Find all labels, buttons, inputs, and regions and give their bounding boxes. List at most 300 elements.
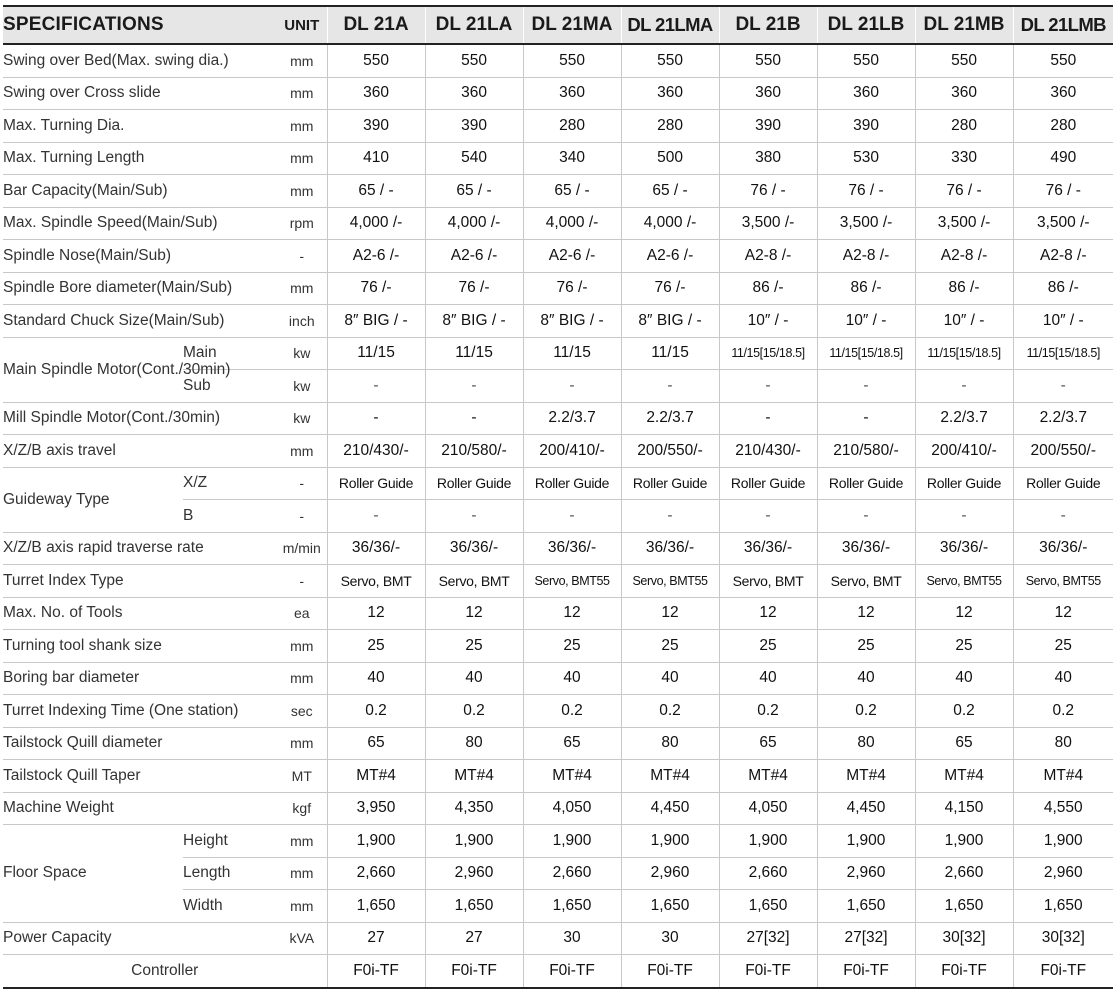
spec-unit: mm [277,175,327,208]
value-cell: MT#4 [719,760,817,793]
value-cell: - [621,370,719,403]
value-cell: 86 /- [915,272,1013,305]
model-header: DL 21LA [425,6,523,44]
value-cell: 12 [915,597,1013,630]
spec-name: Turret Index Type [3,565,277,598]
value-cell: 76 / - [817,175,915,208]
value-cell: 25 [719,630,817,663]
value-cell: MT#4 [915,760,1013,793]
spec-unit: rpm [277,207,327,240]
value-cell: 550 [719,44,817,77]
unit-header: UNIT [277,6,327,44]
value-cell: 86 /- [719,272,817,305]
value-cell: 2,660 [327,857,425,890]
value-cell: 0.2 [719,695,817,728]
value-cell: 27 [327,922,425,955]
value-cell: 1,900 [523,825,621,858]
spec-unit: - [277,240,327,273]
value-cell: 8″ BIG / - [523,305,621,338]
value-cell: 4,000 /- [327,207,425,240]
value-cell: 10″ / - [1013,305,1113,338]
spec-sub-name: Sub [183,370,277,403]
value-cell: - [915,370,1013,403]
value-cell: 200/410/- [915,435,1013,468]
value-cell: 25 [523,630,621,663]
value-cell: 390 [817,110,915,143]
value-cell: 0.2 [817,695,915,728]
value-cell: 8″ BIG / - [327,305,425,338]
spec-name: Tailstock Quill diameter [3,727,277,760]
spec-name: Tailstock Quill Taper [3,760,277,793]
spec-header: SPECIFICATIONS [3,6,277,44]
value-cell: 490 [1013,142,1113,175]
spec-unit: mm [277,727,327,760]
value-cell: 3,500 /- [719,207,817,240]
value-cell: 30[32] [1013,922,1113,955]
model-header: DL 21B [719,6,817,44]
spec-sub-name: X/Z [183,467,277,500]
spec-name: Power Capacity [3,922,277,955]
value-cell: - [327,500,425,533]
value-cell: 0.2 [915,695,1013,728]
spec-unit: m/min [277,532,327,565]
spec-name: X/Z/B axis rapid traverse rate [3,532,277,565]
value-cell: Servo, BMT [817,565,915,598]
spec-sub-name: Length [183,857,277,890]
value-cell: Servo, BMT55 [1013,565,1113,598]
table-row [3,110,1113,143]
spec-group-name: Floor Space [3,825,183,923]
spec-name: Max. Turning Dia. [3,110,277,143]
value-cell: Roller Guide [621,467,719,500]
table-row [3,597,1113,630]
spec-name: Max. Spindle Speed(Main/Sub) [3,207,277,240]
spec-unit: mm [277,110,327,143]
table-row [3,760,1113,793]
value-cell: 25 [1013,630,1113,663]
spec-name: Turret Indexing Time (One station) [3,695,277,728]
value-cell: 65 [327,727,425,760]
value-cell: - [425,500,523,533]
value-cell: 36/36/- [719,532,817,565]
value-cell: 27 [425,922,523,955]
value-cell: 550 [817,44,915,77]
table-row [3,695,1113,728]
spec-name: Max. Turning Length [3,142,277,175]
value-cell: 76 / - [915,175,1013,208]
value-cell: 40 [425,662,523,695]
value-cell: 550 [1013,44,1113,77]
value-cell: 25 [621,630,719,663]
value-cell: 36/36/- [523,532,621,565]
value-cell: 4,000 /- [523,207,621,240]
value-cell: 550 [915,44,1013,77]
value-cell: 76 /- [523,272,621,305]
table-row [3,240,1113,273]
table-row [3,955,1113,988]
spec-table [3,5,1113,989]
value-cell: - [621,500,719,533]
value-cell: Servo, BMT55 [523,565,621,598]
value-cell: 65 [915,727,1013,760]
table-row [3,825,1113,858]
value-cell: 330 [915,142,1013,175]
value-cell: 11/15 [523,337,621,370]
value-cell: 2,960 [425,857,523,890]
value-cell: 30 [621,922,719,955]
table-row [3,922,1113,955]
value-cell: 25 [817,630,915,663]
value-cell: 3,950 [327,792,425,825]
spec-unit: kw [277,402,327,435]
value-cell: MT#4 [425,760,523,793]
value-cell: 40 [915,662,1013,695]
value-cell: 4,450 [621,792,719,825]
value-cell: 80 [1013,727,1113,760]
value-cell: 4,150 [915,792,1013,825]
table-row [3,792,1113,825]
value-cell: A2-8 /- [1013,240,1113,273]
spec-unit: mm [277,825,327,858]
value-cell: 360 [719,77,817,110]
value-cell: 1,900 [915,825,1013,858]
table-row [3,402,1113,435]
value-cell: 76 /- [327,272,425,305]
value-cell: 80 [621,727,719,760]
value-cell: 30[32] [915,922,1013,955]
value-cell: 25 [425,630,523,663]
value-cell: 36/36/- [425,532,523,565]
spec-unit: mm [277,77,327,110]
value-cell: 65 [523,727,621,760]
table-row [3,305,1113,338]
spec-unit: - [277,467,327,500]
value-cell: 76 /- [621,272,719,305]
value-cell: 390 [327,110,425,143]
value-cell: - [915,500,1013,533]
value-cell: 25 [327,630,425,663]
value-cell: F0i-TF [621,955,719,988]
value-cell: 11/15 [327,337,425,370]
value-cell: 0.2 [523,695,621,728]
value-cell: 2,660 [915,857,1013,890]
spec-name: Mill Spindle Motor(Cont./30min) [3,402,277,435]
spec-unit: kw [277,370,327,403]
value-cell: 390 [425,110,523,143]
table-row [3,630,1113,663]
value-cell: 40 [523,662,621,695]
value-cell: 12 [621,597,719,630]
spec-unit: - [277,500,327,533]
spec-sub-name: B [183,500,277,533]
table-row [3,467,1113,500]
value-cell: F0i-TF [817,955,915,988]
value-cell: 550 [327,44,425,77]
value-cell: 2.2/3.7 [523,402,621,435]
value-cell: MT#4 [817,760,915,793]
value-cell: - [719,370,817,403]
value-cell: 1,650 [425,890,523,923]
value-cell: A2-6 /- [425,240,523,273]
value-cell: 280 [621,110,719,143]
value-cell: 1,650 [817,890,915,923]
value-cell: 12 [523,597,621,630]
value-cell: 210/580/- [425,435,523,468]
spec-name: Turning tool shank size [3,630,277,663]
value-cell: 4,000 /- [621,207,719,240]
value-cell: 36/36/- [817,532,915,565]
spec-name: Machine Weight [3,792,277,825]
value-cell: 530 [817,142,915,175]
table-row [3,565,1113,598]
value-cell: A2-8 /- [817,240,915,273]
spec-group-name: Main Spindle Motor(Cont./30min) [3,337,183,402]
spec-name: Spindle Bore diameter(Main/Sub) [3,272,277,305]
value-cell: 27[32] [817,922,915,955]
value-cell: 2,960 [621,857,719,890]
spec-name: Swing over Bed(Max. swing dia.) [3,44,277,77]
value-cell: - [425,402,523,435]
value-cell: 3,500 /- [1013,207,1113,240]
value-cell: 2,960 [1013,857,1113,890]
model-header: DL 21LB [817,6,915,44]
value-cell: - [817,370,915,403]
value-cell: - [523,370,621,403]
value-cell: 280 [523,110,621,143]
value-cell: F0i-TF [327,955,425,988]
value-cell: 4,350 [425,792,523,825]
value-cell: 11/15 [425,337,523,370]
value-cell: 200/550/- [1013,435,1113,468]
value-cell: 27[32] [719,922,817,955]
table-row [3,532,1113,565]
value-cell: 8″ BIG / - [425,305,523,338]
value-cell: Roller Guide [719,467,817,500]
value-cell: 8″ BIG / - [621,305,719,338]
value-cell: 380 [719,142,817,175]
table-row [3,77,1113,110]
value-cell: - [719,500,817,533]
spec-unit: inch [277,305,327,338]
value-cell: Servo, BMT [719,565,817,598]
value-cell: 550 [425,44,523,77]
value-cell: 3,500 /- [915,207,1013,240]
spec-name: X/Z/B axis travel [3,435,277,468]
value-cell: 65 / - [327,175,425,208]
value-cell: 410 [327,142,425,175]
value-cell: 76 /- [425,272,523,305]
value-cell: 40 [817,662,915,695]
value-cell: - [327,370,425,403]
value-cell: 2,660 [523,857,621,890]
model-header: DL 21LMB [1013,6,1113,44]
value-cell: 210/430/- [327,435,425,468]
model-header: DL 21MA [523,6,621,44]
spec-unit: - [277,565,327,598]
value-cell: 4,050 [523,792,621,825]
value-cell: 12 [425,597,523,630]
value-cell: 540 [425,142,523,175]
spec-name: Bar Capacity(Main/Sub) [3,175,277,208]
spec-name: Standard Chuck Size(Main/Sub) [3,305,277,338]
value-cell: 40 [327,662,425,695]
value-cell: 0.2 [621,695,719,728]
value-cell: 12 [327,597,425,630]
value-cell: 4,050 [719,792,817,825]
value-cell: 1,650 [327,890,425,923]
value-cell: - [817,500,915,533]
value-cell: F0i-TF [1013,955,1113,988]
model-header: DL 21LMA [621,6,719,44]
spec-name: Spindle Nose(Main/Sub) [3,240,277,273]
spec-unit: mm [277,890,327,923]
model-header: DL 21MB [915,6,1013,44]
value-cell: A2-6 /- [523,240,621,273]
value-cell: - [1013,500,1113,533]
value-cell: 86 /- [1013,272,1113,305]
spec-unit: mm [277,272,327,305]
value-cell: Roller Guide [425,467,523,500]
value-cell: 4,550 [1013,792,1113,825]
value-cell: 36/36/- [621,532,719,565]
spec-name: Max. No. of Tools [3,597,277,630]
value-cell: 0.2 [425,695,523,728]
value-cell: 11/15[15/18.5] [719,337,817,370]
value-cell: F0i-TF [915,955,1013,988]
value-cell: Roller Guide [523,467,621,500]
value-cell: 11/15[15/18.5] [817,337,915,370]
value-cell: Servo, BMT55 [915,565,1013,598]
spec-unit: ea [277,597,327,630]
value-cell: 1,900 [719,825,817,858]
value-cell: 2,660 [719,857,817,890]
table-row [3,727,1113,760]
value-cell: 2,960 [817,857,915,890]
value-cell: 76 / - [1013,175,1113,208]
value-cell: 1,900 [621,825,719,858]
value-cell: 1,650 [719,890,817,923]
value-cell: 280 [915,110,1013,143]
value-cell: A2-6 /- [621,240,719,273]
value-cell: Servo, BMT [425,565,523,598]
value-cell: 40 [719,662,817,695]
value-cell: Roller Guide [327,467,425,500]
value-cell: 210/580/- [817,435,915,468]
value-cell: Roller Guide [817,467,915,500]
spec-group-name: Guideway Type [3,467,183,532]
value-cell: - [327,402,425,435]
spec-name: Controller [3,955,327,988]
value-cell: - [817,402,915,435]
value-cell: 40 [621,662,719,695]
value-cell: 0.2 [1013,695,1113,728]
model-header: DL 21A [327,6,425,44]
table-row [3,337,1113,370]
value-cell: 390 [719,110,817,143]
table-row [3,435,1113,468]
value-cell: 1,650 [1013,890,1113,923]
value-cell: 11/15[15/18.5] [1013,337,1113,370]
value-cell: 65 / - [621,175,719,208]
spec-unit: mm [277,435,327,468]
value-cell: 3,500 /- [817,207,915,240]
value-cell: MT#4 [327,760,425,793]
spec-unit: mm [277,44,327,77]
value-cell: 80 [425,727,523,760]
value-cell: 65 / - [425,175,523,208]
value-cell: 0.2 [327,695,425,728]
value-cell: 86 /- [817,272,915,305]
header-row [3,6,1113,44]
value-cell: 65 / - [523,175,621,208]
value-cell: 360 [621,77,719,110]
value-cell: 30 [523,922,621,955]
value-cell: 1,650 [621,890,719,923]
value-cell: 25 [915,630,1013,663]
value-cell: 4,450 [817,792,915,825]
value-cell: 360 [425,77,523,110]
table-row [3,175,1113,208]
value-cell: Servo, BMT55 [621,565,719,598]
value-cell: 12 [1013,597,1113,630]
value-cell: 550 [523,44,621,77]
value-cell: 360 [523,77,621,110]
value-cell: 40 [1013,662,1113,695]
value-cell: MT#4 [523,760,621,793]
value-cell: Servo, BMT [327,565,425,598]
table-row [3,272,1113,305]
spec-unit: mm [277,662,327,695]
value-cell: 1,900 [817,825,915,858]
value-cell: 1,650 [523,890,621,923]
value-cell: 65 [719,727,817,760]
value-cell: 360 [817,77,915,110]
value-cell: A2-8 /- [719,240,817,273]
value-cell: 2.2/3.7 [621,402,719,435]
value-cell: 76 / - [719,175,817,208]
spec-name: Swing over Cross slide [3,77,277,110]
value-cell: 340 [523,142,621,175]
value-cell: F0i-TF [425,955,523,988]
spec-unit: MT [277,760,327,793]
value-cell: 360 [327,77,425,110]
spec-sub-name: Width [183,890,277,923]
value-cell: 12 [817,597,915,630]
value-cell: 4,000 /- [425,207,523,240]
table-row [3,207,1113,240]
value-cell: A2-6 /- [327,240,425,273]
spec-unit: kgf [277,792,327,825]
table-row [3,662,1113,695]
value-cell: 80 [817,727,915,760]
value-cell: 1,650 [915,890,1013,923]
value-cell: MT#4 [621,760,719,793]
value-cell: 280 [1013,110,1113,143]
value-cell: 10″ / - [915,305,1013,338]
value-cell: F0i-TF [523,955,621,988]
value-cell: 360 [1013,77,1113,110]
value-cell: Roller Guide [915,467,1013,500]
value-cell: 1,900 [327,825,425,858]
value-cell: 500 [621,142,719,175]
value-cell: 200/410/- [523,435,621,468]
value-cell: 2.2/3.7 [1013,402,1113,435]
value-cell: 1,900 [425,825,523,858]
spec-unit: mm [277,857,327,890]
value-cell: 550 [621,44,719,77]
table-row [3,44,1113,77]
value-cell: 2.2/3.7 [915,402,1013,435]
